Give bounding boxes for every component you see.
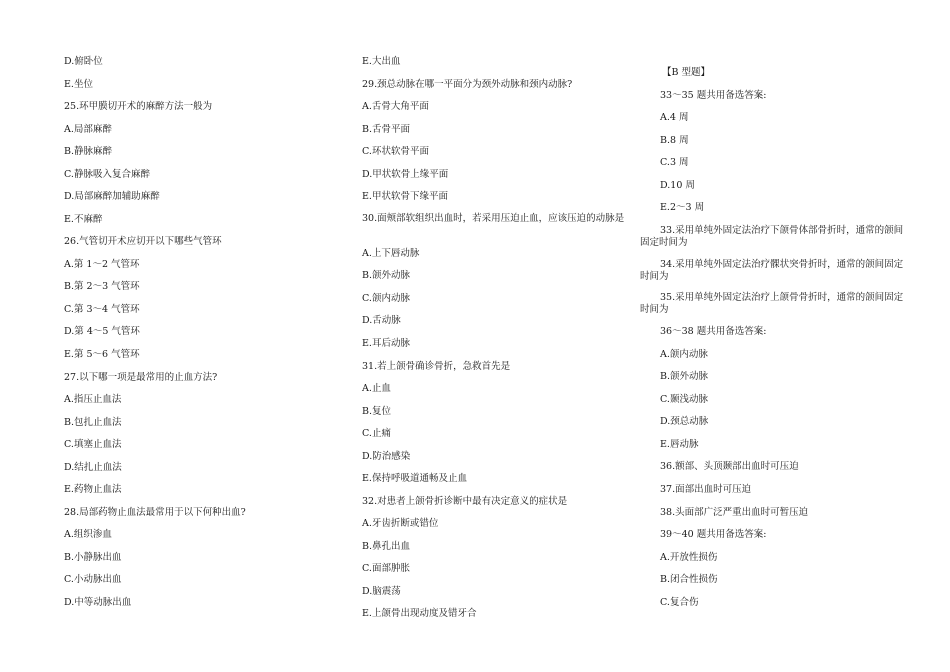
question-line: 37.面部出血时可压迫 (660, 484, 752, 495)
option-line: E.唇动脉 (660, 439, 699, 450)
option-line: B.静脉麻醉 (64, 146, 113, 157)
option-line: A.4 周 (660, 112, 689, 123)
option-line: B.第 2～3 气管环 (64, 281, 140, 292)
option-line: C.第 3～4 气管环 (64, 304, 140, 315)
question-line: 34.采用单纯外固定法治疗髁状突骨折时，通常的颌间固定时间为 (640, 259, 904, 282)
section-heading: 【B 型题】 (662, 67, 711, 78)
question-line: 38.头面部广泛严重出血时可暂压迫 (660, 507, 809, 518)
option-line: E.药物止血法 (64, 484, 122, 495)
option-line: D.局部麻醉加辅助麻醉 (64, 191, 160, 202)
option-line: C.颌内动脉 (362, 293, 410, 304)
option-line: E.甲状软骨下缘平面 (362, 191, 448, 202)
option-line: B.小静脉出血 (64, 552, 122, 563)
option-line: B.舌骨平面 (362, 124, 411, 135)
question-line: 32.对患者上颌骨折诊断中最有决定意义的症状是 (362, 496, 568, 507)
question-line: 25.环甲膜切开术的麻醉方法一般为 (64, 101, 213, 112)
question-line: 36.额部、头顶颞部出血时可压迫 (660, 461, 799, 472)
option-line: A.止血 (362, 383, 391, 394)
group-heading: 39～40 题共用备选答案: (660, 529, 767, 540)
option-line: D.脑震荡 (362, 586, 401, 597)
question-line: 31.若上颌骨确诊骨折，急救首先是 (362, 361, 511, 372)
option-line: B.8 周 (660, 135, 689, 146)
option-line: C.复合伤 (660, 597, 699, 608)
question-line: 26.气管切开术应切开以下哪些气管环 (64, 236, 222, 247)
option-line: D.第 4～5 气管环 (64, 326, 140, 337)
option-line: A.颌内动脉 (660, 349, 708, 360)
option-line: E.耳后动脉 (362, 338, 410, 349)
question-line: 28.局部药物止血法最常用于以下何种出血? (64, 507, 246, 518)
option-line: A.指压止血法 (64, 394, 122, 405)
option-line: B.颌外动脉 (660, 371, 709, 382)
option-line: B.鼻孔出血 (362, 541, 411, 552)
option-line: E.2～3 周 (660, 202, 705, 213)
option-line: A.局部麻醉 (64, 124, 112, 135)
option-line: B.闭合性损伤 (660, 574, 718, 585)
question-line: 33.采用单纯外固定法治疗下颌骨体部骨折时，通常的颌间固定时间为 (640, 225, 904, 248)
option-line: D.结扎止血法 (64, 462, 122, 473)
option-line: B.颌外动脉 (362, 270, 411, 281)
option-line: D.防治感染 (362, 451, 411, 462)
question-line: 30.面颊部软组织出血时，若采用压迫止血，应该压迫的动脉是 (362, 213, 625, 224)
option-line: C.小动脉出血 (64, 574, 122, 585)
group-heading: 33～35 题共用备选答案: (660, 90, 767, 101)
option-line: C.颞浅动脉 (660, 394, 708, 405)
option-line: D.甲状软骨上缘平面 (362, 169, 449, 180)
option-line: A.开放性损伤 (660, 552, 718, 563)
option-line: C.填塞止血法 (64, 439, 122, 450)
question-line: 27.以下哪一项是最常用的止血方法? (64, 372, 218, 383)
option-line: E.第 5～6 气管环 (64, 349, 140, 360)
option-line: A.舌骨大角平面 (362, 101, 429, 112)
option-line: E.坐位 (64, 79, 93, 90)
option-line: C.止痛 (362, 428, 391, 439)
option-line: A.牙齿折断或错位 (362, 518, 439, 529)
option-line: E.上颌骨出现动度及错牙合 (362, 608, 477, 619)
option-line: C.面部肿胀 (362, 563, 410, 574)
option-line: D.俯卧位 (64, 56, 103, 67)
option-line: D.颈总动脉 (660, 416, 709, 427)
option-line: B.包扎止血法 (64, 417, 122, 428)
option-line: E.不麻醉 (64, 214, 103, 225)
option-line: B.复位 (362, 406, 392, 417)
option-line: C.环状软骨平面 (362, 146, 429, 157)
option-line: D.舌动脉 (362, 315, 401, 326)
option-line: E.大出血 (362, 56, 401, 67)
option-line: C.3 周 (660, 157, 689, 168)
option-line: A.第 1～2 气管环 (64, 259, 140, 270)
question-line: 29.颈总动脉在哪一平面分为颈外动脉和颈内动脉? (362, 79, 573, 90)
question-line: 35.采用单纯外固定法治疗上颌骨骨折时，通常的颌间固定时间为 (640, 292, 904, 315)
option-line: A.上下唇动脉 (362, 248, 420, 259)
option-line: A.组织渗血 (64, 529, 112, 540)
option-line: C.静脉吸入复合麻醉 (64, 169, 150, 180)
option-line: D.中等动脉出血 (64, 597, 132, 608)
group-heading: 36～38 题共用备选答案: (660, 326, 767, 337)
option-line: E.保持呼吸道通畅及止血 (362, 473, 467, 484)
option-line: D.10 周 (660, 180, 695, 191)
